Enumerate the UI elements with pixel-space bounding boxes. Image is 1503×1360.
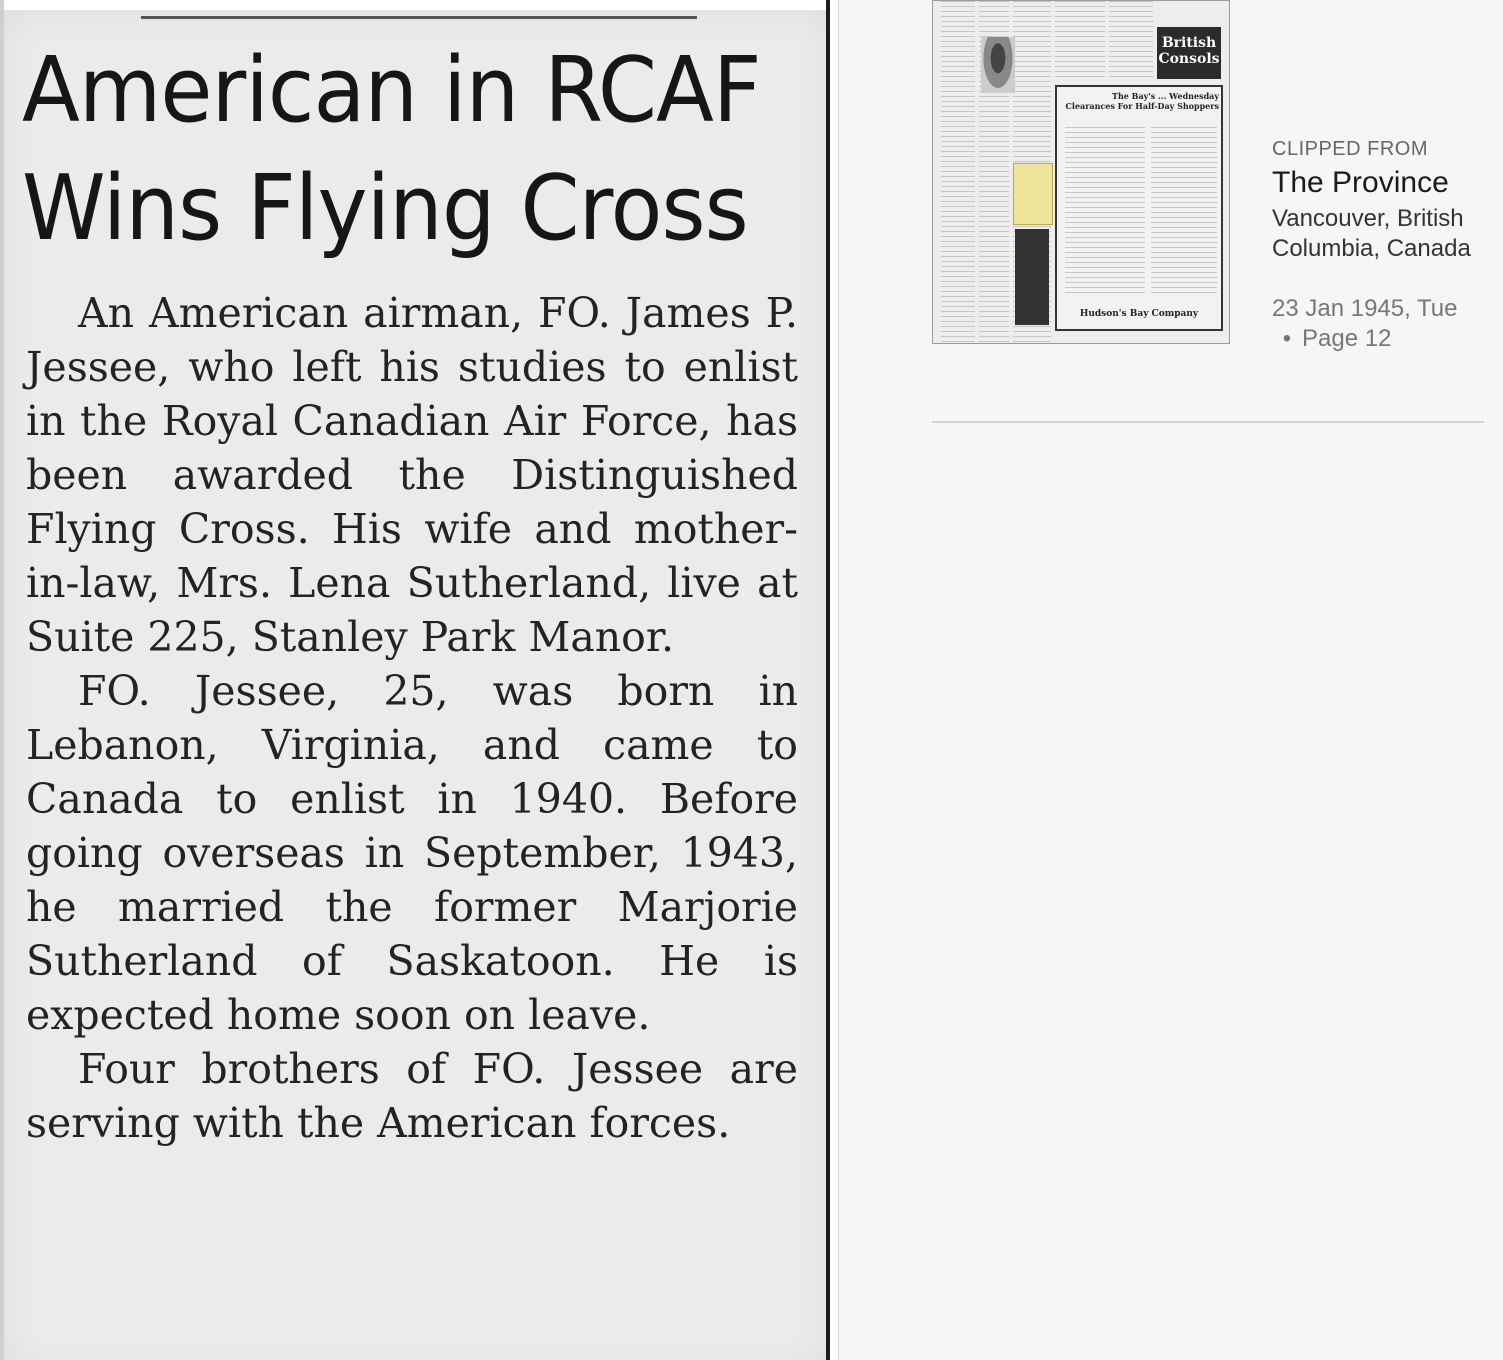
thumbnail-column	[1055, 1, 1105, 81]
headline-line-1: American in RCAF	[22, 38, 761, 143]
panel-divider	[932, 421, 1484, 423]
article-body	[26, 286, 798, 1150]
page-thumbnail[interactable]	[932, 0, 1230, 344]
article-headline	[22, 32, 774, 268]
thumbnail-dark-ad	[1015, 229, 1049, 325]
thumbnail-ad-text-lines	[1151, 127, 1217, 297]
article-paragraph-3: Four brothers of FO. Jessee are serving with the American forces.	[26, 1045, 798, 1147]
newspaper-clipping	[4, 10, 830, 1360]
article-paragraph-2: FO. Jessee, 25, was born in Lebanon, Virginia, and came to Canada to enlist in 1940. Before going overseas in September, 1943, he married the former Marjorie Sutherland of Saskatoon. He is expected home soon on leave.	[26, 667, 798, 1039]
publication-date-link[interactable]: 23 Jan 1945, Tue	[1272, 295, 1458, 322]
clipping-location-highlight	[1013, 163, 1053, 225]
separator-dot: •	[1282, 325, 1292, 352]
publication-date-info	[1272, 294, 1502, 354]
thumbnail-ad-text-lines	[1065, 127, 1145, 297]
thumbnail-store-ad-title: The Bay's ... Wednesday Clearances For Half-Day Shoppers	[1065, 91, 1219, 111]
column-rule	[141, 16, 697, 19]
newspaper-location: Vancouver, British Columbia, Canada	[1272, 205, 1471, 262]
newspaper-name-link[interactable]: The Province	[1272, 166, 1449, 199]
thumbnail-store-ad	[1055, 85, 1223, 331]
thumbnail-store-ad-footer: Hudson's Bay Company	[1079, 309, 1199, 319]
thumbnail-column	[941, 1, 975, 344]
clipping-edge-left	[0, 0, 4, 1360]
clipping-edge-right	[826, 0, 830, 1360]
page-number-link[interactable]: Page 12	[1302, 325, 1392, 352]
thumbnail-ad-banner: British Consols	[1157, 27, 1221, 79]
thumbnail-column	[1109, 1, 1153, 81]
article-paragraph-1: An American airman, FO. James P. Jessee, who left his studies to enlist in the Royal Canadian Air Force, has been awarded the Distinguished Flying Cross. His wife and mother-in-law, Mrs. Lena Sutherland, live at Suite 225, Stanley Park Manor.	[26, 289, 798, 661]
clipped-from-label: CLIPPED FROM	[1272, 138, 1429, 160]
headline-line-2: Wins Flying Cross	[22, 156, 748, 261]
thumbnail-portrait-photo	[981, 37, 1015, 93]
